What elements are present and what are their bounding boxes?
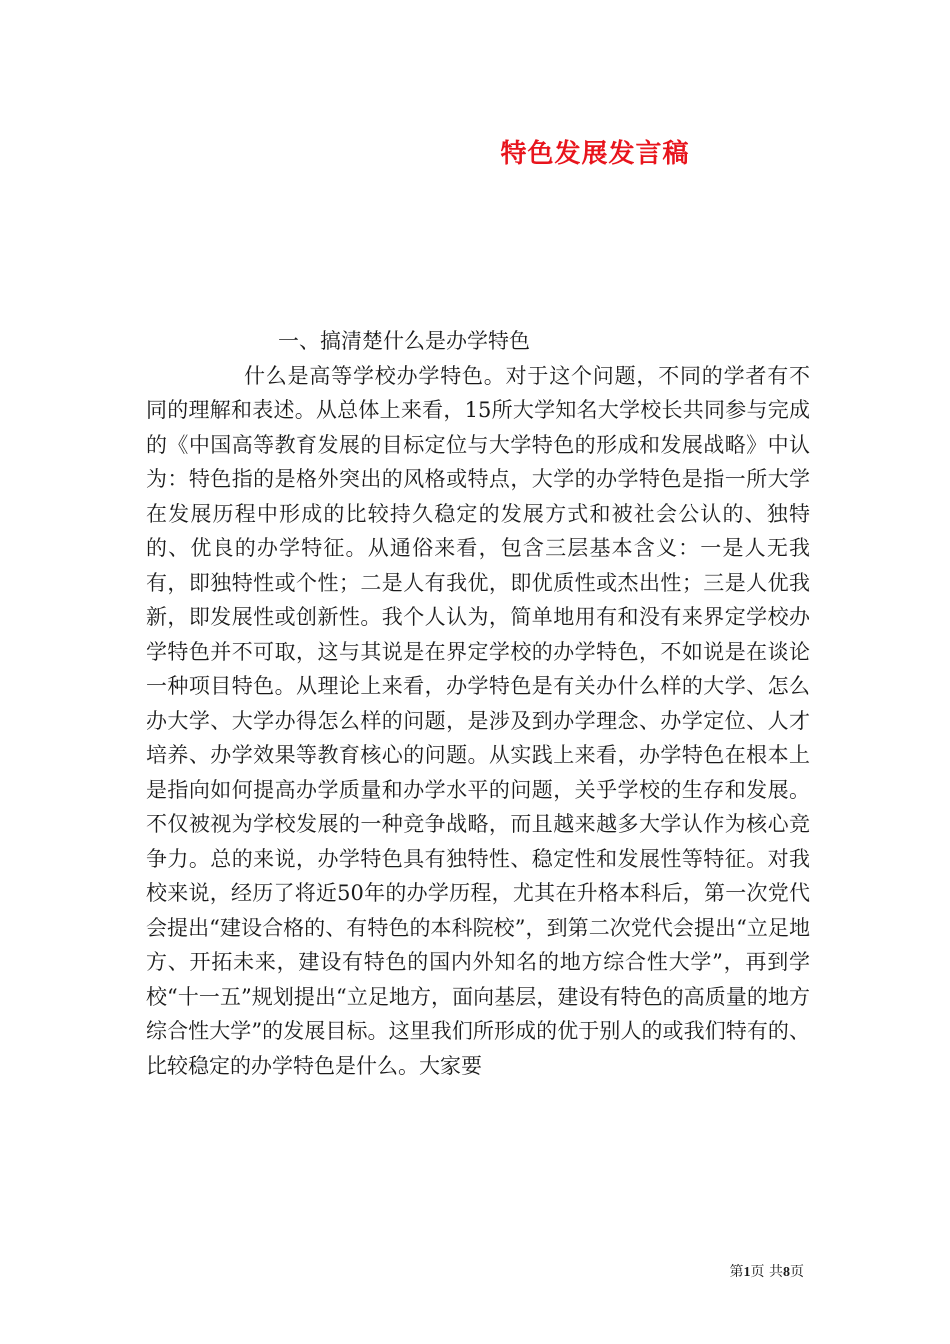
footer-suffix: 页 xyxy=(790,1264,804,1280)
footer-total-pages: 8 xyxy=(783,1265,790,1280)
footer-middle: 页 共 xyxy=(750,1264,783,1280)
body-paragraph: 什么是高等学校办学特色。对于这个问题，不同的学者有不同的理解和表述。从总体上来看，15所大学知名大学校长共同参与完成的《中国高等教育发展的目标定位与大学特色的形成和发展战略》中认为：特色指的是格外突出的风格或特点，大学的办学特色是指一所大学在发展历程中形成的比较持久稳定的发展方式和被社会公认的、独特的、优良的办学特征。从通俗来看，包含三层基本含义：一是人无我有，即独特性或个性；二是人有我优，即优质性或杰出性；三是人优我新，即发展性或创新性。我个人认为，简单地用有和没有来界定学校办学特色并不可取，这与其说是在界定学校的办学特色，不如说是在谈论一种项目特色。从理论上来看，办学特色是有关办什么样的大学、怎么办大学、大学办得怎么样的问题，是涉及到办学理念、办学定位、人才培养、办学效果等教育核心的问题。从实践上来看，办学特色在根本上是指向如何提高办学质量和办学水平的问题，关乎学校的生存和发展。不仅被视为学校发展的一种竞争战略，而且越来越多大学认作为核心竞争力。总的来说，办学特色具有独特性、稳定性和发展性等特征。对我校来说，经历了将近50年的办学历程，尤其在升格本科后，第一次党代会提出“建设合格的、有特色的本科院校”，到第二次党代会提出“立足地方、开拓未来，建设有特色的国内外知名的地方综合性大学”，再到学校“十一五”规划提出“立足地方，面向基层，建设有特色的高质量的地方综合性大学”的发展目标。这里我们所形成的优于别人的或我们特有的、比较稳定的办学特色是什么。大家要 xyxy=(146,363,810,1078)
document-body xyxy=(146,324,810,1083)
document-title: 特色发展发言稿 xyxy=(500,139,690,169)
footer-current-page: 1 xyxy=(743,1265,751,1280)
page-footer xyxy=(730,1261,804,1281)
section-heading: 一、搞清楚什么是办学特色 xyxy=(278,329,530,353)
footer-prefix: 第 xyxy=(729,1264,744,1280)
